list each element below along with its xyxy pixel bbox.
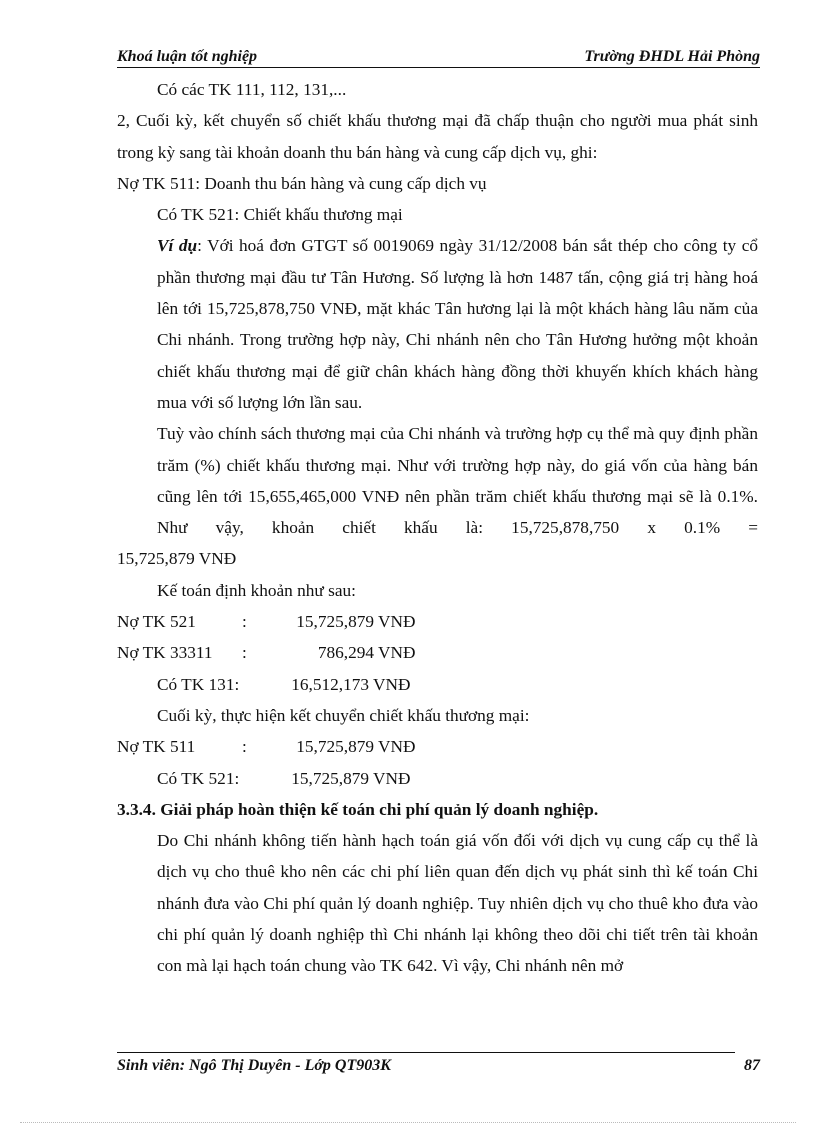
paragraph-journal-intro: Kế toán định khoản như sau: [157, 580, 356, 600]
page-number: 87 [744, 1057, 760, 1074]
header-rule [117, 67, 760, 68]
entry-account: Nợ TK 521 [117, 612, 196, 632]
footer-student: Sinh viên: Ngô Thị Duyên - Lớp QT903K [117, 1057, 391, 1074]
paragraph-debit-511: Nợ TK 511: Doanh thu bán hàng và cung cấp dịch vụ [117, 173, 487, 193]
entry-account: Nợ TK 33311 [117, 643, 213, 663]
header-thesis-title: Khoá luận tốt nghiệp [117, 48, 258, 65]
paragraph-credit-521: Có TK 521: Chiết khấu thương mại [157, 205, 403, 225]
paragraph-discount-amount: 15,725,879 VNĐ [117, 549, 237, 569]
page-header [117, 48, 760, 68]
entry-account: Có TK 521: [157, 768, 240, 788]
footer-rule [117, 1052, 735, 1053]
journal-entry-debit-521 [117, 606, 758, 637]
paragraph-credit-accounts: Có các TK 111, 112, 131,... [157, 80, 347, 99]
paragraph-example [117, 230, 758, 418]
entry-amount: 16,512,173 [291, 674, 369, 694]
entry-currency: VNĐ [378, 612, 416, 632]
entry-amount: 786,294 [317, 643, 374, 663]
example-text: : Với hoá đơn GTGT số 0019069 ngày 31/12/2008 bán sắt thép cho công ty cổ phần thương mại đầu tư Tân Hương. Số lượng là hơn 1487 tấn, cộng giá trị hàng hoá lên tới 15,725,878,750 VNĐ, mặt khác Tân hương lại là một khách hàng lâu năm của Chi nhánh. Trong trường hợp này, Chi nhánh nên cho Tân Hương hưởng một khoản chiết khấu thương mại để giữ chân khách hàng đồng thời khuyến khích khách hàng mua với số lượng lớn lần sau. [157, 236, 759, 412]
entry-colon: : [242, 612, 247, 632]
page-footer [117, 1057, 760, 1079]
entry-amount: 15,725,879 [291, 768, 369, 788]
journal-entry-credit-521 [117, 763, 758, 794]
entry-currency: VNĐ [373, 768, 411, 788]
journal-entry-debit-511 [117, 731, 758, 762]
example-label: Ví dụ [157, 236, 198, 256]
entry-currency: VNĐ [378, 737, 416, 757]
entry-account: Có TK 131: [157, 674, 240, 694]
paragraph-discount-policy: Tuỳ vào chính sách thương mại của Chi nhánh và trường hợp cụ thể mà quy định phần trăm (%) chiết khấu thương mại. Như với trường hợp này, do giá vốn của hàng bán cũng lên tới 15,655,465,000 VNĐ nên phần trăm chiết khấu thương mại sẽ là 0.1%. Như vậy, khoản chiết khấu là: 15,725,878,750 x 0.1% = [157, 424, 758, 538]
journal-entry-credit-131 [117, 669, 758, 700]
entry-colon: : [242, 737, 247, 757]
entry-account: Nợ TK 511 [117, 737, 196, 757]
entry-currency: VNĐ [378, 643, 416, 663]
entry-amount: 15,725,879 [296, 612, 374, 632]
page-content [117, 74, 758, 982]
journal-entry-debit-33311 [117, 637, 758, 668]
entry-colon: : [242, 643, 247, 663]
entry-currency: VNĐ [373, 674, 411, 694]
header-university: Trường ĐHDL Hải Phòng [584, 48, 760, 65]
paragraph-step-2: 2, Cuối kỳ, kết chuyển số chiết khấu thương mại đã chấp thuận cho người mua phát sinh trong kỳ sang tài khoản doanh thu bán hàng và cung cấp dịch vụ, ghi: [117, 111, 758, 162]
entry-amount: 15,725,879 [296, 737, 374, 757]
paragraph-management-costs: Do Chi nhánh không tiến hành hạch toán giá vốn đối với dịch vụ cung cấp cụ thể là dịch vụ cho thuê kho nên các chi phí liên quan đến dịch vụ phát sinh thì kế toán Chi nhánh đưa vào Chi phí quản lý doanh nghiệp. Tuy nhiên dịch vụ cho thuê kho đưa vào chi phí quản lý doanh nghiệp thì Chi nhánh lại không theo dõi chi tiết trên tài khoản con mà lại hạch toán chung vào TK 642. Vì vậy, Chi nhánh nên mở [157, 831, 758, 976]
paragraph-period-end: Cuối kỳ, thực hiện kết chuyển chiết khấu thương mại: [157, 705, 530, 725]
section-heading: 3.3.4. Giải pháp hoàn thiện kế toán chi phí quản lý doanh nghiệp. [117, 799, 599, 819]
